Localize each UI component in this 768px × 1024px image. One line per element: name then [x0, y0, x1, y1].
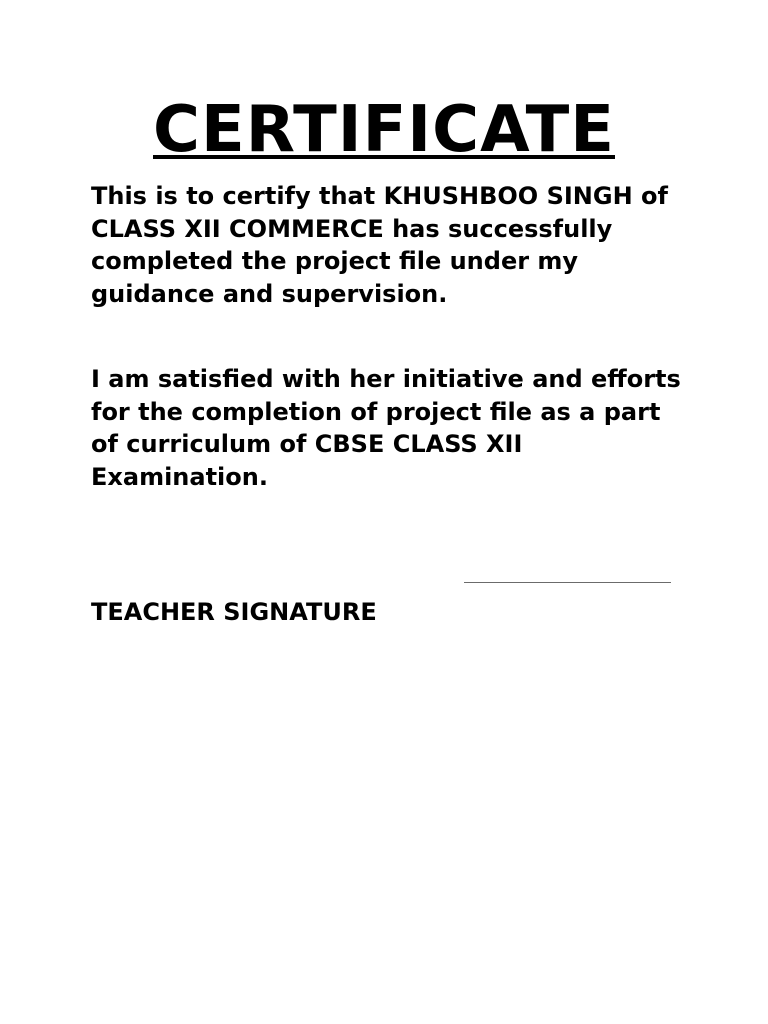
satisfaction-paragraph: I am satisfied with her initiative and efforts for the completion of project file as a part of curriculum of CBSE CLASS XII Examination. [91, 365, 681, 492]
certificate-title: CERTIFICATE [153, 93, 615, 167]
teacher-signature-label: TEACHER SIGNATURE [91, 598, 377, 626]
signature-line [464, 582, 671, 583]
certification-paragraph: This is to certify that KHUSHBOO SINGH of CLASS XII COMMERCE has successfully completed the project file under my guidance and supervision. [91, 182, 668, 309]
